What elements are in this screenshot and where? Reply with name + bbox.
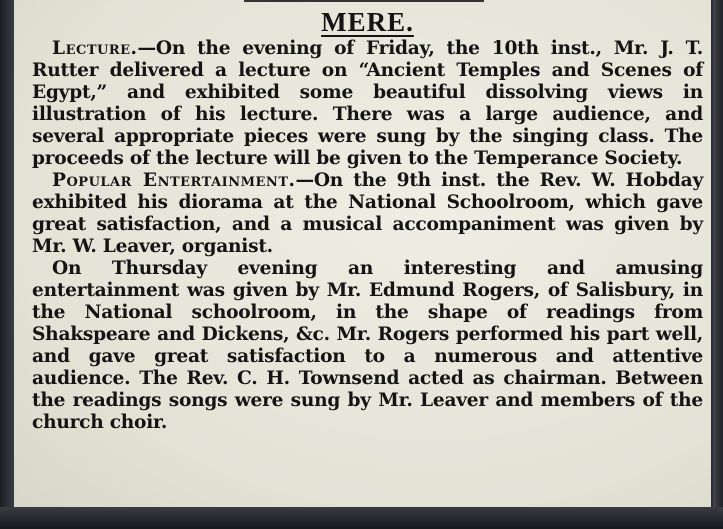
lecture-paragraph <box>32 38 703 170</box>
entertainment-body: —On the 9th inst. the Rev. W. Hobday exhibited his diorama at the National Schoolroom, which gave great satisfaction, and a musical accompaniment was given by Mr. W. Leaver, organist. <box>32 170 703 257</box>
top-rule <box>244 0 484 2</box>
article-heading: MERE. <box>321 7 414 37</box>
thursday-paragraph: On Thursday evening an interesting and amusing entertainment was given by Mr. Edmund Rogers, of Salisbury, in the National schoolroom, in the shape of readings from Shakspeare and Dickens, &c. Mr. Rogers performed his part well, and gave great satisfaction to a numerous and attentive audience. The Rev. C. H. Townsend acted as chairman. Between the readings songs were sung by Mr. Leaver and members of the church choir. <box>32 258 703 433</box>
entertainment-lead: Popular Entertainment. <box>52 170 296 191</box>
lecture-lead: Lecture. <box>52 38 138 59</box>
newspaper-clipping <box>14 0 711 510</box>
lecture-body: —On the evening of Friday, the 10th inst., Mr. J. T. Rutter delivered a lecture on “Ancient Temples and Scenes of Egypt,” and exhibited some beautiful dissolving views in illustration of his lecture. There was a large audience, and several appropriate pieces were sung by the singing class. The proceeds of the lecture will be given to the Temperance Society. <box>32 38 703 169</box>
scanner-frame-left <box>0 0 14 529</box>
scanner-frame-right <box>713 0 723 529</box>
entertainment-paragraph <box>32 170 703 258</box>
scanner-frame-bottom <box>0 507 723 529</box>
